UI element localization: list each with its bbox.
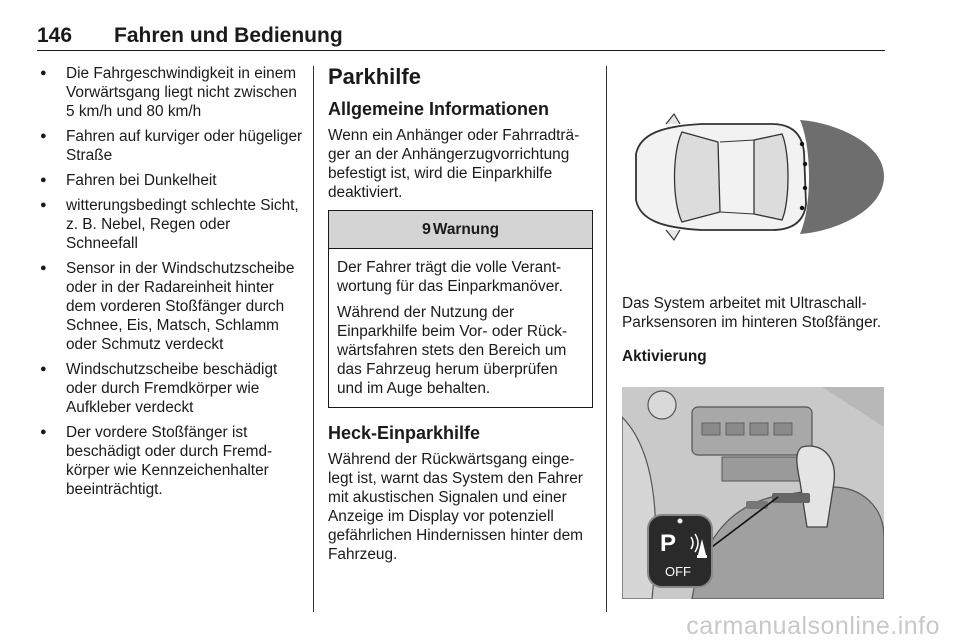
warning-paragraph: Während der Nutzung der Einparkhilfe beim Vor- oder Rückwärtsfahren stets den Bereich um das Fahrzeug herum überprüfen und im Auge behalten. bbox=[337, 304, 568, 397]
condition-list bbox=[37, 64, 303, 499]
column-1 bbox=[37, 64, 303, 505]
warning-body bbox=[329, 249, 592, 407]
subsection-title-rear: Heck-Einparkhilfe bbox=[328, 423, 481, 443]
list-item: ● Fahren auf kurviger oder hügeliger Straße bbox=[37, 127, 303, 165]
column-2 bbox=[328, 64, 593, 572]
console-illustration bbox=[622, 387, 884, 599]
activation-heading: Aktivierung bbox=[622, 348, 707, 365]
section-title: Parkhilfe bbox=[328, 64, 421, 89]
watermark: carmanualsonline.info bbox=[686, 612, 940, 640]
list-item: ● Fahren bei Dunkelheit bbox=[37, 171, 303, 190]
list-item: ● Die Fahrgeschwindigkeit in einem Vorwärtsgang liegt nicht zwischen 5 km/h und 80 km/h bbox=[37, 64, 303, 121]
column-divider-2 bbox=[606, 66, 607, 612]
warning-title: Warnung bbox=[432, 221, 499, 238]
rear-park-paragraph: Während der Rückwärtsgang eingelegt ist, warnt das System den Fahrer mit akustischen Signalen und einer Anzeige im Display vor potenziell gefährlichen Hindernissen hinter dem Fahrzeug. bbox=[328, 451, 583, 563]
warning-header bbox=[329, 211, 592, 249]
off-label: OFF bbox=[665, 564, 691, 579]
column-divider-1 bbox=[313, 66, 314, 612]
park-assist-symbol: P bbox=[660, 530, 677, 557]
warning-triangle-icon: 9 bbox=[421, 221, 431, 238]
list-item: ● Der vordere Stoßfänger ist beschädigt oder durch Fremdkörper wie Kennzeichenhalter beeinträchtigt. bbox=[37, 423, 303, 499]
column-3-text bbox=[622, 294, 886, 366]
warning-paragraph: Der Fahrer trägt die volle Verantwortung für das Einparkmanöver. bbox=[337, 259, 563, 295]
chapter-title: Fahren und Bedienung bbox=[114, 24, 343, 47]
warning-box bbox=[328, 210, 593, 408]
page-number: 146 bbox=[37, 24, 73, 47]
system-paragraph: Das System arbeitet mit Ultraschall-Parksensoren im hinteren Stoßfänger. bbox=[622, 295, 882, 331]
subsection-title: Allgemeine Informationen bbox=[328, 99, 550, 119]
car-sensor-illustration bbox=[622, 112, 886, 242]
list-item: ● Sensor in der Windschutzscheibe oder in der Radareinheit hinter dem vorderen Stoßfänger durch Schnee, Eis, Matsch, Schlamm oder Schmutz verdeckt bbox=[37, 259, 303, 354]
page-header bbox=[37, 22, 885, 51]
list-item: ● Windschutzscheibe beschädigt oder durch Fremdkörper wie Aufkleber verdeckt bbox=[37, 360, 303, 417]
intro-paragraph: Wenn ein Anhänger oder Fahrradträger an der Anhängerzugvorrichtung befestigt ist, wird die Einparkhilfe deaktiviert. bbox=[328, 127, 580, 201]
list-item: ● witterungsbedingt schlechte Sicht, z. B. Nebel, Regen oder Schneefall bbox=[37, 196, 303, 253]
